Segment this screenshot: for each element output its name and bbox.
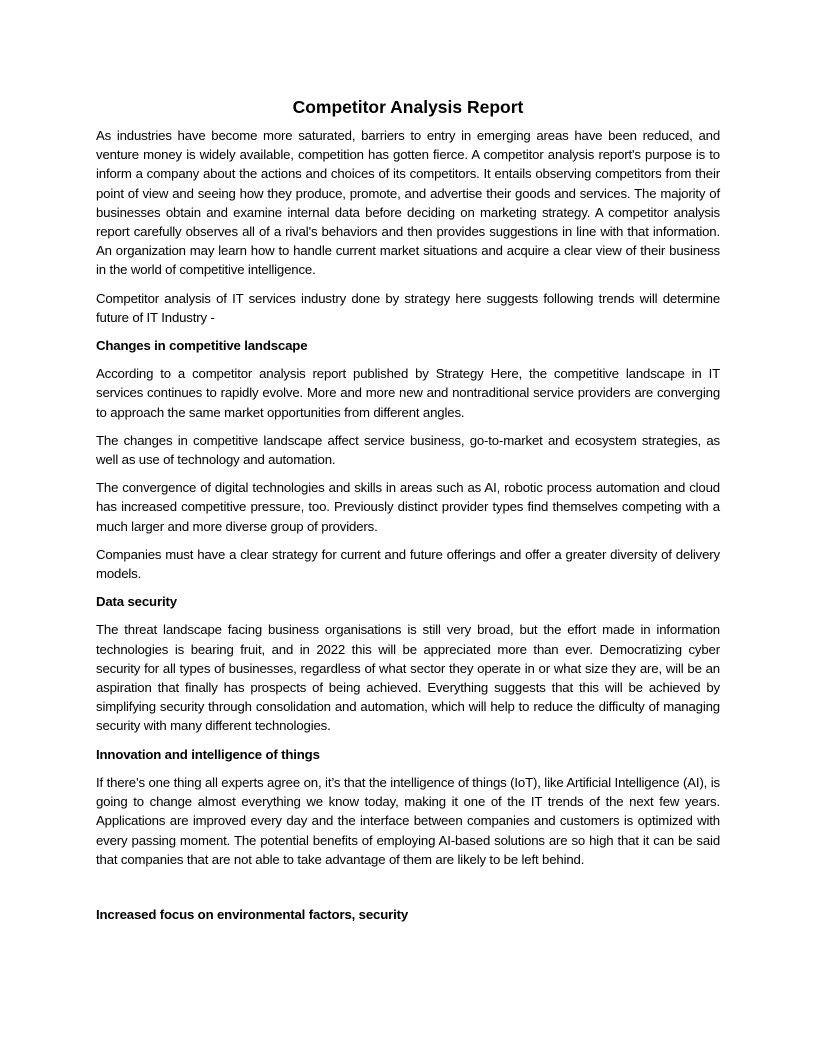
paragraph: The changes in competitive landscape affect service business, go-to-market and ecosystem strategies, as well as use of technology and automation. (96, 432, 720, 468)
page-title: Competitor Analysis Report (292, 97, 524, 117)
intro-paragraph: As industries have become more saturated, barriers to entry in emerging areas have been reduced, and venture money is widely available, competition has gotten fierce. A competitor analysis report's purpose is to inform a company about the actions and choices of its competitors. It entails observing competitors from their point of view and seeing how they produce, promote, and advertise their goods and services. The majority of businesses obtain and examine internal data before deciding on marketing strategy. A competitor analysis report carefully observes all of a rival's behaviors and then provides suggestions in line with that information. An organization may learn how to handle current market situations and acquire a clear view of their business in the world of competitive intelligence. (96, 128, 720, 278)
paragraph: According to a competitor analysis report published by Strategy Here, the competitive landscape in IT services continues to rapidly evolve. More and more new and nontraditional service providers are converging to approach the same market opportunities from different angles. (96, 366, 720, 420)
section-heading-innovation: Innovation and intelligence of things (96, 746, 320, 762)
paragraph: Companies must have a clear strategy for current and future offerings and offer a greater diversity of delivery models. (96, 546, 720, 582)
lead-paragraph: Competitor analysis of IT services industry done by strategy here suggests following trends will determine future of IT Industry - (96, 290, 720, 325)
document-page (96, 94, 720, 933)
section-heading-competitive-landscape: Changes in competitive landscape (96, 338, 308, 354)
section-heading-environmental: Increased focus on environmental factors, security (96, 906, 409, 922)
section-heading-data-security: Data security (96, 594, 177, 610)
paragraph: The threat landscape facing business organisations is still very broad, but the effort made in information technologies is bearing fruit, and in 2022 this will be appreciated more than ever. Democratizing cyber security for all types of businesses, regardless of what sector they operate in or what size they are, will be an aspiration that finally has prospects of being achieved. Everything suggests that this will be achieved by simplifying security through consolidation and automation, which will help to reduce the difficulty of managing security with many different technologies. (96, 622, 720, 734)
paragraph: The convergence of digital technologies and skills in areas such as AI, robotic process automation and cloud has increased competitive pressure, too. Previously distinct provider types find themselves competing with a much larger and more diverse group of providers. (96, 480, 720, 534)
paragraph: If there’s one thing all experts agree on, it’s that the intelligence of things (IoT), like Artificial Intelligence (AI), is going to change almost everything we know today, making it one of the IT trends of the next few years. Applications are improved every day and the interface between companies and customers is optimized with every passing moment. The potential benefits of employing AI-based solutions are so high that it can be said that companies that are not able to take advantage of them are likely to be left behind. (96, 774, 720, 867)
